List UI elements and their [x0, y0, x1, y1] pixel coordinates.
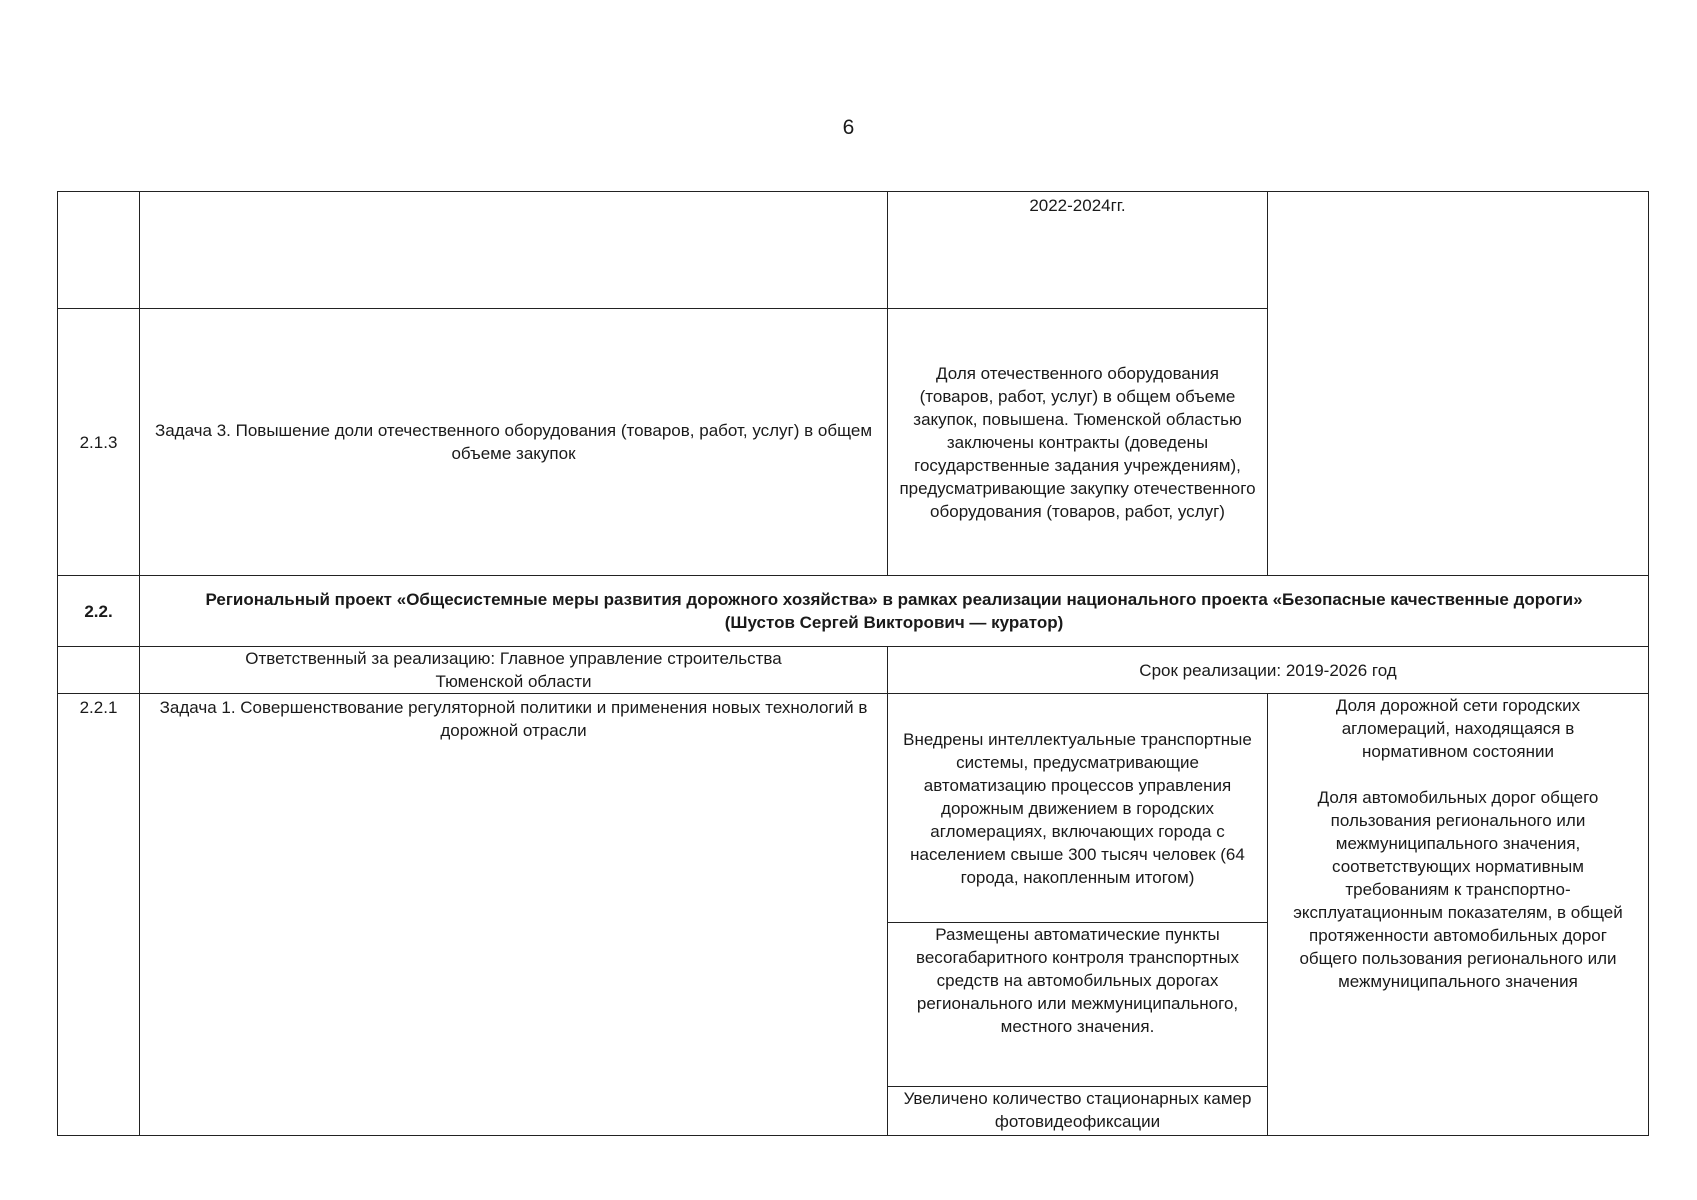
cell-term: [887, 646, 1649, 694]
cell-num-2-2-1: [57, 693, 140, 1136]
cell-project-title: [139, 575, 1649, 647]
cell-task-2-1-3: [139, 308, 888, 576]
cell-result-2-2-1-c: [887, 1086, 1268, 1136]
cell-num-2-1-3: [57, 308, 140, 576]
indicator-text: Доля дорожной сети городских агломераций, находящаяся в нормативном состоянии: [1335, 696, 1581, 761]
period-text: 2022-2024гг.: [1029, 196, 1126, 215]
result-text: Увеличено количество стационарных камер фотовидеофиксации: [903, 1089, 1252, 1131]
cell-num-empty: [57, 191, 140, 309]
cell-num-2-2: [57, 575, 140, 647]
responsible-text: Ответственный за реализацию: Главное управление строительства Тюменской области: [245, 649, 782, 691]
row-number: 2.1.3: [79, 432, 118, 452]
cell-period: [887, 191, 1268, 309]
result-text: Размещены автоматические пункты весогабаритного контроля транспортных средств на автомобильных дорогах регионального или межмуниципального, местного значения.: [916, 925, 1239, 1036]
cell-indicators-2-2-1: [1267, 693, 1649, 1136]
task-text: Задача 1. Совершенствование регуляторной политики и применения новых технологий в дорожной отрасли: [159, 698, 868, 740]
cell-indicator-empty: [1267, 191, 1649, 576]
result-text: Внедрены интеллектуальные транспортные системы, предусматривающие автоматизацию процессов управления дорожным движением в городских агломерациях, включающих города с населением свыше 300 тысяч человек (64 города, накопленным итогом): [903, 729, 1252, 887]
page-number: 6: [842, 116, 855, 139]
project-title: Региональный проект «Общесистемные меры развития дорожного хозяйства» в рамках реализации национального проекта «Безопасные качественные дороги»: [205, 590, 1583, 609]
cell-result-2-2-1-b: [887, 922, 1268, 1087]
project-curator: (Шустов Сергей Викторович — куратор): [724, 613, 1064, 632]
cell-result-2-2-1-a: [887, 693, 1268, 923]
cell-task-empty: [139, 191, 888, 309]
cell-task-2-2-1: [139, 693, 888, 1136]
cell-num-empty-2: [57, 646, 140, 694]
result-text: Доля отечественного оборудования (товаров, работ, услуг) в общем объеме закупок, повышена. Тюменской областью заключены контракты (доведены государственные задания учреждениям), предусматривающие закупку отечественного оборудования (товаров, работ, услуг): [899, 363, 1256, 521]
term-text: Срок реализации: 2019-2026 год: [1139, 660, 1397, 680]
cell-result-2-1-3: [887, 308, 1268, 576]
row-number: 2.2.1: [79, 698, 118, 717]
task-text: Задача 3. Повышение доли отечественного оборудования (товаров, работ, услуг) в общем объеме закупок: [154, 421, 873, 463]
cell-responsible: [139, 646, 888, 694]
indicator-text: Доля автомобильных дорог общего пользования регионального или межмуниципального значения, соответствующих нормативным требованиям к транспортно-эксплуатационным показателям, в общей протяженности автомобильных дорог общего пользования регионального или межмуниципального значения: [1293, 788, 1623, 991]
row-number: 2.2.: [84, 601, 113, 621]
